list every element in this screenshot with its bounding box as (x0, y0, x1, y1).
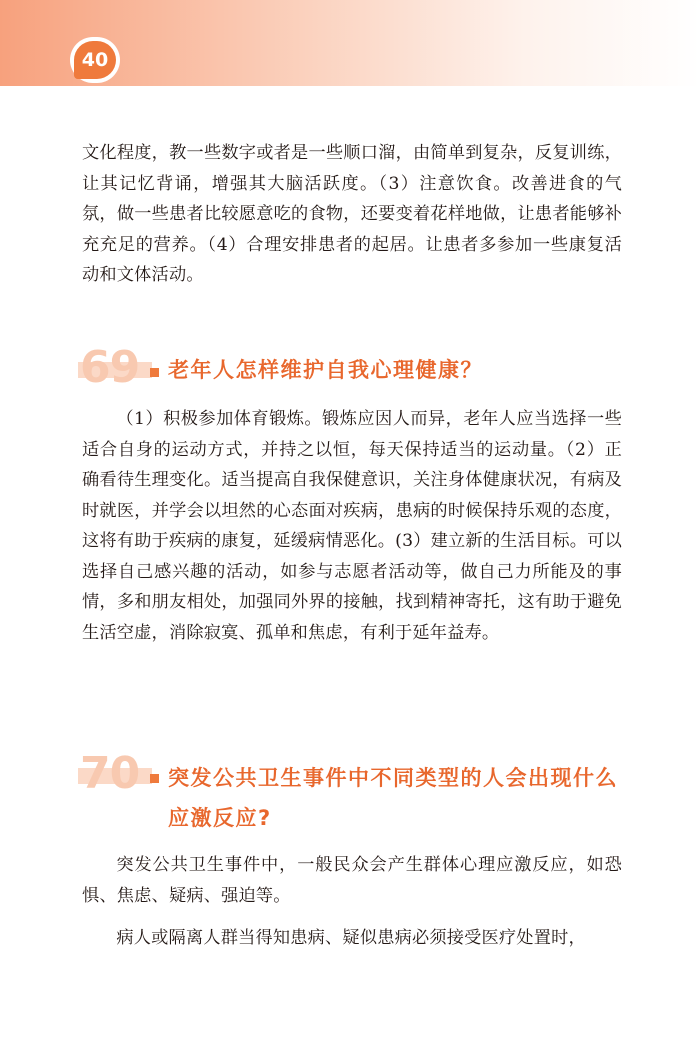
answer-70-paragraph-1: 突发公共卫生事件中，一般民众会产生群体心理应激反应，如恐惧、焦虑、疑病、强迫等。 (82, 855, 622, 906)
page-number: 40 (74, 41, 116, 79)
answer-70-paragraph-2: 病人或隔离人群当得知患病、疑似患病必须接受医疗处置时， (116, 928, 586, 948)
question-title: 突发公共卫生事件中不同类型的人会出现什么应激反应? (168, 766, 618, 830)
intro-paragraph: 文化程度，教一些数字或者是一些顺口溜，由简单到复杂，反复训练，让其记忆背诵，增强其大脑活跃度。（3）注意饮食。改善进食的气氛，做一些患者比较愿意吃的食物，还要变着花样地做，让患者能够补充充足的营养。（4）合理安排患者的起居。让患者多参加一些康复活动和文体活动。 (82, 143, 622, 285)
question-number: 70 (80, 748, 140, 799)
question-number-dot (150, 368, 159, 377)
question-number-dot (150, 774, 159, 783)
question-number: 69 (80, 342, 140, 393)
answer-69-paragraph: （1）积极参加体育锻炼。锻炼应因人而异，老年人应当选择一些适合自身的运动方式，并持之以恒，每天保持适当的运动量。（2）正确看待生理变化。适当提高自我保健意识，关注身体健康状况，有病及时就医，并学会以坦然的心态面对疾病，患病的时候保持乐观的态度，这将有助于疾病的康复，延缓病情恶化。(3）建立新的生活目标。可以选择自己感兴趣的活动，如参与志愿者活动等，做自己力所能及的事情，多和朋友相处，加强同外界的接触，找到精神寄托，这有助于避免生活空虚，消除寂寞、孤单和焦虑，有利于延年益寿。 (82, 409, 622, 643)
question-title: 老年人怎样维护自我心理健康？ (168, 358, 483, 382)
